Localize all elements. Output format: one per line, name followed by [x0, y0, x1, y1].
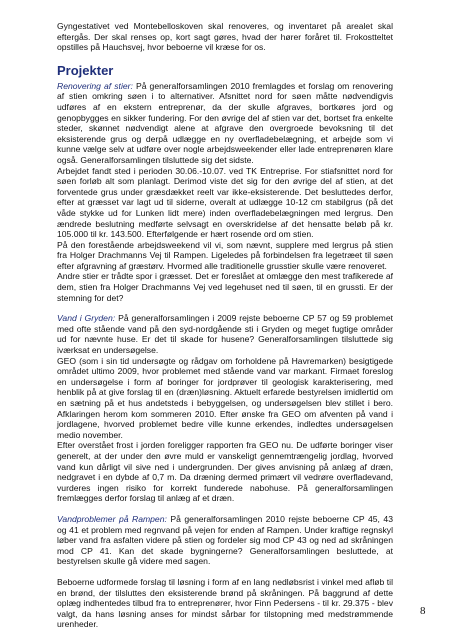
- intro-paragraph: Gyngestativet ved Montebelloskoven skal renoveres, og inventaret på arealet skal eftergås. Der skal renses op, kort sagt gøres, hvad der hører foråret til. Frokostteltet opstilles på Hauchsvej, hvor beboerne vil kræse for os.: [57, 21, 393, 53]
- vand-title: Vand i Gryden:: [57, 313, 116, 324]
- vandproblemer-text-1: På generalforsamlingen 2010 rejste beboerne CP 45, 43 og 41 et problem med regnvand på vejen for enden af Rampen. Under kraftige regnskyl løber vand fra asfalten videre på stien og fordeler sig mod CP 43 og ned ad skråningen mod CP 41. Kan det skade bygningerne? Generalforsamlingen besluttede, at bestyrelsen skulle gå videre med sagen.: [57, 513, 393, 567]
- document-body: [57, 21, 393, 630]
- page-number: 8: [420, 605, 426, 617]
- vand-paragraph-1: [57, 313, 393, 355]
- renovering-title: Renovering af stier:: [57, 80, 133, 91]
- renovering-paragraph-4: Andre stier er trådte spor i græsset. Det er foreslået at omlægge den mest trafikerede af dem, stien fra Holger Drachmanns Vej ved legehuset ned til søen, til en grussti. Er der stemning for det?: [57, 271, 393, 303]
- vand-paragraph-2: GEO (som i sin tid undersøgte og rådgav om forholdene på Havremarken) besigtigede området ultimo 2009, hvor problemet med stående vand var markant. Firmaet foreslog en undersøgelse i form af boringer for jordprøver til geologisk karakterisering, med henblik på at give forslag til en (dræn)løsning. Aktuelt erfarede bestyrelsen imidlertid om en sætning på et hus andetsteds i bebyggelsen, og undersøgelsen blev stillet i bero. Afklaringen herom kom sommeren 2010. Efter ønske fra GEO om afventen på vand i jordlagene, hvorved problemet bedre ville kunne erkendes, indledtes undersøgelsen medio november.: [57, 355, 393, 440]
- vand-paragraph-3: Efter overstået frost i jorden foreligger rapporten fra GEO nu. De udførte boringer viser generelt, at der under den øvre muld er vanskeligt gennemtrængelig jordlag, hvorved vand kun dårligt vil sive ned i undergrunden. Der gives anvisning på anlæg af dræn, nedgravet i en dybde af 0,7 m. Da dræning dermed primært vil vedrøre overfladevand, vurderes ingen risiko for korrekt funderede nabohuse. På generalforsamlingen fremlægges derfor forslag til anlæg af et dræn.: [57, 440, 393, 504]
- vandproblemer-title: Vandproblemer på Rampen:: [57, 513, 167, 524]
- renovering-paragraph-3: På den forestående arbejdsweekend vil vi, som nævnt, supplere med lergrus på stien fra Holger Drachmanns Vej til Rampen. Ligeledes på forbindelsen fra legetræet til søen efter afgravning af græstørv. Hvormed alle traditionelle grusstier skulle være renoveret.: [57, 239, 393, 271]
- vandproblemer-paragraph-1: [57, 514, 393, 567]
- section-heading: Projekter: [57, 62, 114, 78]
- renovering-paragraph-1: [57, 81, 393, 166]
- closing-paragraph: Beboerne udformede forslag til løsning i form af en lang nedløbsrist i vinkel med afløb til en brønd, der tilsluttes den eksisterende brønd på skråningen. På baggrund af dette oplæg indhentedes tilbud fra to entreprenører, hvor Finn Pedersens - til kr. 29.375 - blev valgt, da hans løsning anses for mindst sårbar for tilstopning med medstrømmende urenheder.: [57, 576, 393, 630]
- vand-text-1: På generalforsamlingen i 2009 rejste beboerne CP 57 og 59 problemet med ofte stående vand på den syd-nordgående sti i Gryden og meget fugtige områder ud for nævnte huse. Er det til skade for husene? Generalforsamlingen tilsluttede sig iværksat en undersøgelse.: [57, 313, 393, 356]
- renovering-text-1: På generalforsamlingen 2010 fremlagdes et forslag om renovering af stien omkring søen i to alternativer. Afsnittet nord for søen måtte nødvendigvis udføres af en ekstern entreprenør, da der skulle afgraves, bortkøres jord og genopbygges en sikker fundering. For den øvrige del af stien var det, bortset fra enkelte steder, skønnet nødvendigt alene at afgrave den overgroede bevoksning til det eksisterende grus og derpå udlægge en ny overfladebelægning, et arbejde som vi kunne vælge selv at udføre over nogle arbejdsweekender eller lade entreprenøren klare også. Generalforsamlingen tilsluttede sig det sidste.: [57, 80, 393, 165]
- renovering-paragraph-2: Arbejdet fandt sted i perioden 30.06.-10.07. ved TK Entreprise. For stiafsnittet nord for søen forløb alt som planlagt. Derimod viste det sig for den øvrige del af stien, at det forventede grus under græsdækket reelt var ikke-eksisterende. Det besluttedes derfor, efter at græsset var lagt ud til siderne, overalt at udlægge 10-12 cm stabilgrus (på det våde stykke ud for Lunken lidt mere) inden overfladebelægningen med lergrus. Den ændrede beslutning medførte selvsagt en overskridelse af det hensatte beløb på kr. 105.000 til kr. 143.500. Efterfølgende er hært rosende ord om stien.: [57, 165, 393, 240]
